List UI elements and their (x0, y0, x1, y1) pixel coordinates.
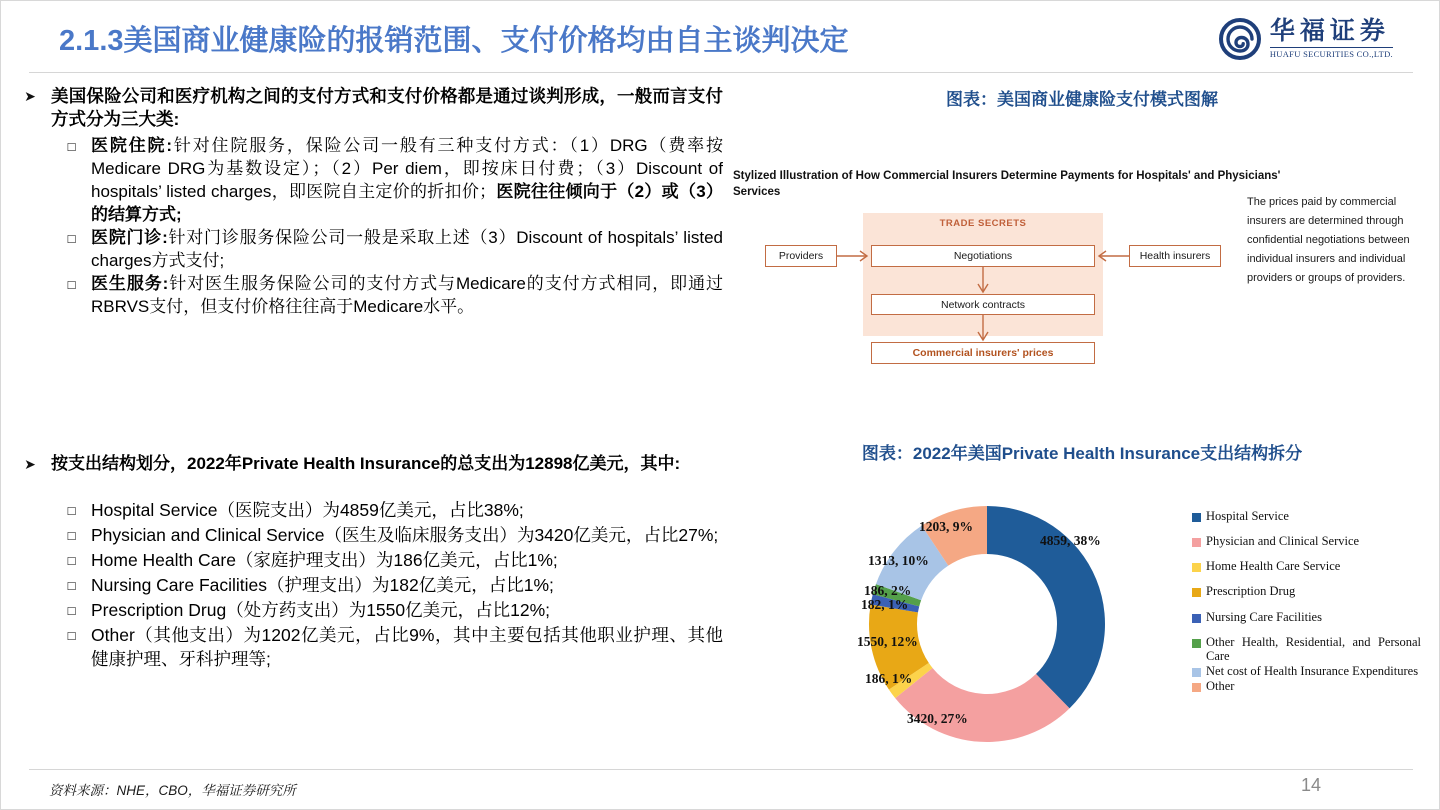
donut-label-netcost: 1313, 10% (868, 553, 929, 568)
legend-swatch-icon (1192, 588, 1201, 597)
footer-divider (29, 769, 1413, 770)
item-body: Physician and Clinical Service（医生及临床服务支出）为3420亿美元，占比27%; (91, 524, 719, 545)
expenditure-donut-chart (737, 421, 1437, 761)
square-bullet-icon: □ (67, 552, 76, 568)
legend-label: Other Health, Residential, and Personal Care (1206, 634, 1421, 664)
diagram-box-negotiations: Negotiations (871, 245, 1095, 267)
donut-label-hospital: 4859, 38% (1040, 533, 1101, 548)
donut-label-prescription: 1550, 12% (857, 634, 918, 649)
item-tail: 医院往往倾向于（2）或（3）的结算方式; (91, 181, 723, 224)
diagram-box-providers: Providers (765, 245, 837, 267)
figure2-title: 图表：2022年美国Private Health Insurance支出结构拆分 (861, 444, 1303, 463)
legend-label: Prescription Drug (1206, 584, 1296, 599)
legend-swatch-icon (1192, 563, 1201, 572)
legend-swatch-icon (1192, 538, 1201, 547)
legend-swatch-icon (1192, 668, 1201, 677)
item-lead: 医院门诊: (91, 227, 168, 247)
list-item (65, 498, 723, 522)
huafu-spiral-icon (1219, 18, 1261, 60)
list-item (65, 226, 723, 272)
square-bullet-icon: □ (67, 138, 76, 154)
left-content-block-2 (23, 453, 723, 673)
arrow-bullet-icon: ➤ (24, 88, 36, 104)
item-body: Nursing Care Facilities（护理支出）为182亿美元，占比1%; (91, 575, 554, 596)
legend-label: Physician and Clinical Service (1206, 534, 1360, 549)
item-body: Prescription Drug（处方药支出）为1550亿美元，占比12%; (91, 600, 551, 621)
donut-label-physician: 3420, 27% (907, 711, 968, 726)
list-item (65, 134, 723, 226)
list-item (65, 272, 723, 318)
square-bullet-icon: □ (67, 527, 76, 543)
block2-heading: 按支出结构划分，2022年Private Health Insurance的总支出为12898亿美元，其中: (51, 454, 681, 473)
page-number: 14 (1301, 775, 1322, 795)
legend-label: Other (1206, 678, 1235, 693)
logo-chinese-name: 华福证券 (1269, 17, 1390, 45)
square-bullet-icon: □ (67, 603, 76, 619)
diagram-box-network-contracts: Network contracts (871, 294, 1095, 315)
square-bullet-icon: □ (67, 578, 76, 594)
bullet-level1 (23, 453, 723, 476)
donut-label-otherhealth: 186, 2% (864, 583, 912, 598)
list-item (65, 598, 723, 622)
item-body: 针对门诊服务保险公司一般是采取上述（3）Discount of hospitals’ listed charges方式支付; (91, 227, 723, 271)
donut-label-nursing: 182, 1% (861, 597, 909, 612)
list-item (65, 548, 723, 572)
trade-secrets-panel (863, 213, 1103, 336)
item-body: 针对住院服务，保险公司一般有三种支付方式：（1）DRG（费率按Medicare DRG为基数设定）；（2）Per diem，即按床日付费；（3）Discount of hospitals’ listed charges，即医院自主定价的折扣价； (91, 135, 723, 201)
figure1-title: 图表：美国商业健康险支付模式图解 (946, 90, 1218, 109)
slide-header (1, 1, 1440, 73)
item-body: 针对医生服务保险公司的支付方式与Medicare的支付方式相同，即通过RBRVS支付，但支付价格往往高于Medicare水平。 (91, 274, 723, 317)
legend-item (1192, 679, 1440, 694)
legend-swatch-icon (1192, 614, 1201, 623)
legend-label: Hospital Service (1206, 509, 1289, 523)
legend-item (1192, 534, 1440, 549)
company-logo (1219, 17, 1393, 61)
diagram-caption: Stylized Illustration of How Commercial Insurers Determine Payments for Hospitals' and Physicians' Services (733, 170, 1281, 198)
list-item (65, 573, 723, 597)
square-bullet-icon: □ (67, 502, 76, 518)
header-divider (29, 72, 1413, 73)
donut-label-other: 1203, 9% (919, 519, 973, 534)
block1-heading: 美国保险公司和医疗机构之间的支付方式和支付价格都是通过谈判形成，一般而言支付方式分为三大类: (51, 86, 723, 130)
trade-secrets-label: TRADE SECRETS (939, 218, 1027, 229)
legend-item (1192, 635, 1440, 664)
chart-legend (1192, 509, 1440, 693)
legend-label: Home Health Care Service (1206, 559, 1341, 574)
legend-item (1192, 559, 1440, 574)
item-body: Hospital Service（医院支出）为4859亿美元，占比38%; (91, 499, 524, 520)
legend-swatch-icon (1192, 639, 1201, 648)
figure1-header (737, 85, 1427, 110)
legend-item (1192, 610, 1440, 625)
legend-swatch-icon (1192, 683, 1201, 692)
diagram-box-commercial-prices: Commercial insurers' prices (871, 342, 1095, 364)
item-lead: 医院住院: (91, 135, 173, 155)
block1-sublist (65, 134, 723, 319)
square-bullet-icon: □ (67, 628, 76, 644)
arrow-bullet-icon: ➤ (24, 456, 36, 472)
left-content-block-1 (23, 85, 723, 318)
legend-item (1192, 584, 1440, 599)
payment-model-diagram (733, 161, 1437, 401)
item-lead: 医生服务: (91, 274, 169, 294)
bullet-level1 (23, 85, 723, 132)
legend-label: Net cost of Health Insurance Expenditures (1206, 663, 1419, 678)
donut-label-homehealth: 186, 1% (865, 671, 913, 686)
list-item (65, 623, 723, 671)
legend-item (1192, 509, 1440, 524)
source-note: 资料来源：NHE，CBO，华福证券研究所 (49, 783, 296, 798)
legend-label: Nursing Care Facilities (1206, 609, 1322, 624)
list-item (65, 523, 723, 547)
diagram-box-health-insurers: Health insurers (1129, 245, 1221, 267)
logo-english-name: HUAFU SECURITIES CO.,LTD. (1270, 47, 1393, 60)
square-bullet-icon: □ (67, 277, 76, 293)
diagram-side-note: The prices paid by commercial insurers are determined through confidential negotiations between individual insurers and individual providers or groups of providers. (1247, 196, 1410, 284)
block2-sublist (65, 498, 723, 672)
legend-swatch-icon (1192, 513, 1201, 522)
page-title: 2.1.3美国商业健康险的报销范围、支付价格均由自主谈判决定 (59, 25, 849, 57)
item-body: Other（其他支出）为1202亿美元，占比9%，其中主要包括其他职业护理、其他健康护理、牙科护理等; (91, 625, 723, 670)
item-body: Home Health Care（家庭护理支出）为186亿美元，占比1%; (91, 549, 558, 570)
square-bullet-icon: □ (67, 230, 76, 246)
legend-item (1192, 664, 1440, 679)
